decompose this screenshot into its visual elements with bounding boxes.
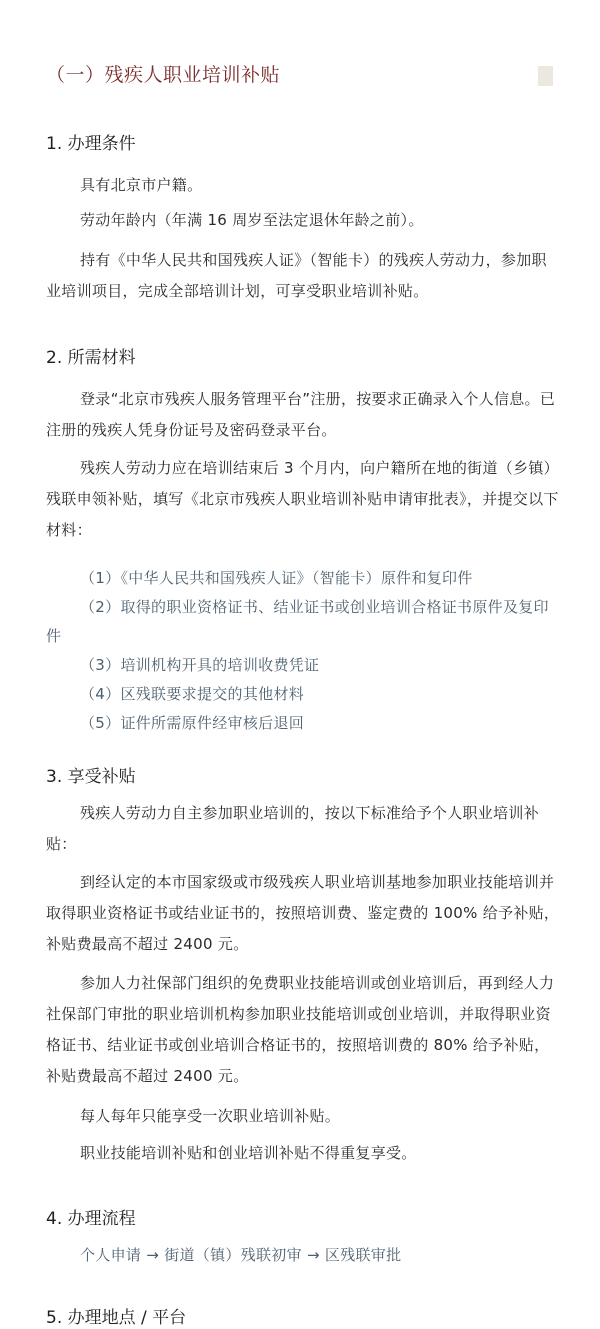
subsidy-paragraph: 到经认定的本市国家级或市级残疾人职业培训基地参加职业技能培训并取得职业资格证书或结业证书的，按照培训费、鉴定费的 100% 给予补贴，补贴费最高不超过 2400 元。 <box>46 873 560 953</box>
section-title: （一）残疾人职业培训补贴 <box>46 64 281 86</box>
materials-list-item: （2）取得的职业资格证书、结业证书或创业培训合格证书原件及复印件 <box>46 598 549 645</box>
materials-list-item: （4）区残联要求提交的其他材料 <box>80 685 305 703</box>
subsidy-paragraph: 参加人力社保部门组织的免费职业技能培训或创业培训后，再到经人力社保部门审批的职业培训机构参加职业技能培训或创业培训，并取得职业资格证书、结业证书或创业培训合格证书的，按照培训费的 80% 给予补贴，补贴费最高不超过 2400 元。 <box>46 974 555 1085</box>
conditions-heading: 1. 办理条件 <box>46 134 136 154</box>
location-heading: 5. 办理地点 / 平台 <box>46 1308 187 1328</box>
subsidy-heading: 3. 享受补贴 <box>46 767 136 787</box>
materials-list-item: （1）《中华人民共和国残疾人证》（智能卡）原件和复印件 <box>80 569 473 587</box>
materials-heading: 2. 所需材料 <box>46 348 136 368</box>
materials-list-item: （5）证件所需原件经审核后退回 <box>80 714 305 732</box>
materials-paragraph: 登录“北京市残疾人服务管理平台”注册，按要求正确录入个人信息。已注册的残疾人凭身份证号及密码登录平台。 <box>46 390 556 439</box>
subsidy-paragraph: 残疾人劳动力自主参加职业培训的，按以下标准给予个人职业培训补贴： <box>46 804 540 853</box>
materials-list-item: （3）培训机构开具的培训收费凭证 <box>80 656 320 674</box>
decorative-block <box>538 66 553 86</box>
process-heading: 4. 办理流程 <box>46 1209 136 1229</box>
process-flow: 个人申请 → 街道（镇）残联初审 → 区残联审批 <box>80 1246 402 1264</box>
materials-paragraph: 残疾人劳动力应在培训结束后 3 个月内，向户籍所在地的街道（乡镇）残联申领补贴，填写《北京市残疾人职业培训补贴申请审批表》，并提交以下材料： <box>46 459 559 539</box>
conditions-paragraph: 具有北京市户籍。 <box>80 176 203 194</box>
subsidy-paragraph: 职业技能培训补贴和创业培训补贴不得重复享受。 <box>80 1144 417 1162</box>
conditions-paragraph: 劳动年龄内（年满 16 周岁至法定退休年龄之前）。 <box>80 211 424 229</box>
conditions-paragraph: 持有《中华人民共和国残疾人证》（智能卡）的残疾人劳动力，参加职业培训项目，完成全部培训计划，可享受职业培训补贴。 <box>46 251 547 300</box>
subsidy-paragraph: 每人每年只能享受一次职业培训补贴。 <box>80 1107 341 1125</box>
